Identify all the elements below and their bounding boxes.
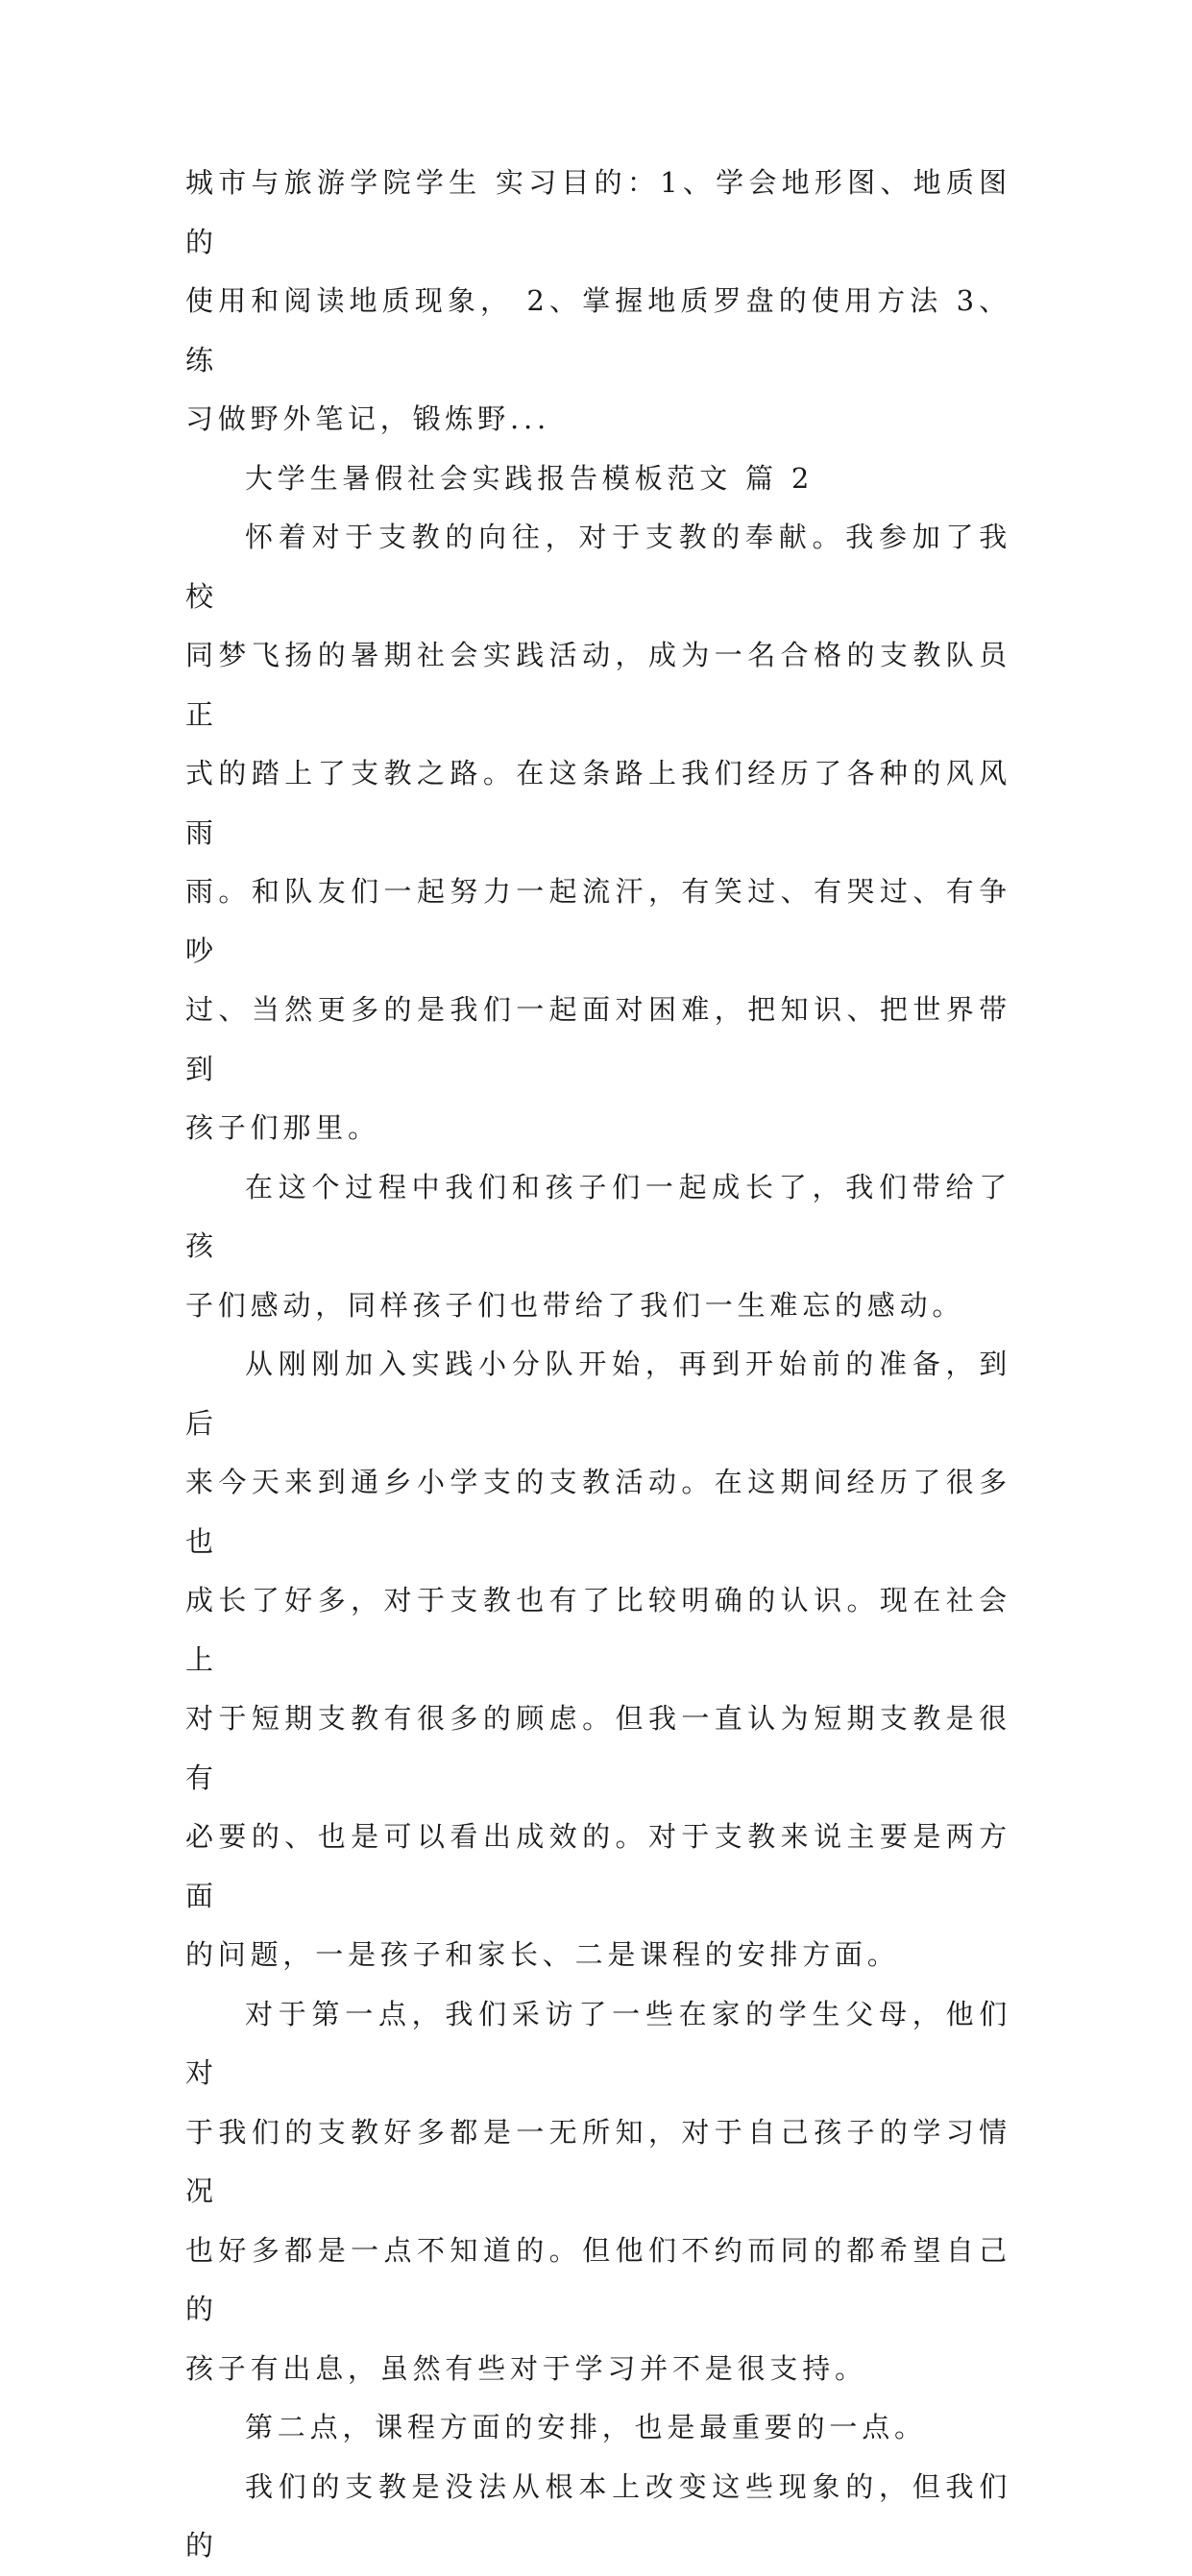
text-line: 式的踏上了支教之路。在这条路上我们经历了各种的风风雨 [185,757,1011,849]
text-line: 必要的、也是可以看出成效的。对于支教来说主要是两方面 [185,1820,1011,1912]
text-line: 对于短期支教有很多的顾虑。但我一直认为短期支教是很有 [185,1702,1011,1794]
text-line: 雨。和队友们一起努力一起流汗，有笑过、有哭过、有争吵 [185,875,1011,967]
text-line: 来今天来到通乡小学支的支教活动。在这期间经历了很多也 [185,1466,1011,1558]
section-heading [185,450,1011,509]
text-line: 大学生暑假社会实践报告模板范文 篇 2 [245,461,815,495]
paragraph [185,2458,1011,2576]
text-line: 子们感动，同样孩子们也带给了我们一生难忘的感动。 [185,1288,965,1322]
text-line: 同梦飞扬的暑期社会实践活动，成为一名合格的支教队员正 [185,639,1011,731]
text-line: 怀着对于支教的向往，对于支教的奉献。我参加了我校 [185,521,1011,613]
paragraph [185,1335,1011,1985]
paragraph [185,154,1011,450]
text-line: 第二点，课程方面的安排，也是最重要的一点。 [245,2411,927,2443]
text-line: 也好多都是一点不知道的。但他们不约而同的都希望自己的 [185,2233,1011,2325]
text-line: 在这个过程中我们和孩子们一起成长了，我们带给了孩 [185,1170,1011,1262]
text-line: 我们的支教是没法从根本上改变这些现象的，但我们的 [185,2469,1011,2562]
text-line: 孩子有出息，虽然有些对于学习并不是很支持。 [185,2351,867,2385]
text-line: 成长了好多，对于支教也有了比较明确的认识。现在社会上 [185,1584,1011,1676]
text-line: 城市与旅游学院学生 实习目的：1、学会地形图、地质图的 [185,166,1011,258]
paragraph [185,508,1011,1158]
text-line: 从刚刚加入实践小分队开始，再到开始前的准备，到后 [185,1348,1011,1440]
text-line: 习做野外笔记，锻炼野... [185,402,551,435]
paragraph [185,1985,1011,2399]
text-line: 过、当然更多的是我们一起面对困难，把知识、把世界带到 [185,993,1011,1085]
text-line: 使用和阅读地质现象， 2、掌握地质罗盘的使用方法 3、练 [185,284,1011,377]
text-line: 孩子们那里。 [185,1111,380,1144]
paragraph [185,2398,1011,2458]
text-line: 于我们的支教好多都是一无所知，对于自己孩子的学习情况 [185,2115,1011,2207]
paragraph [185,1158,1011,1336]
text-line: 的问题，一是孩子和家长、二是课程的安排方面。 [185,1938,900,1971]
document-body [185,154,1011,2576]
text-line: 对于第一点，我们采访了一些在家的学生父母，他们对 [185,1997,1011,2089]
